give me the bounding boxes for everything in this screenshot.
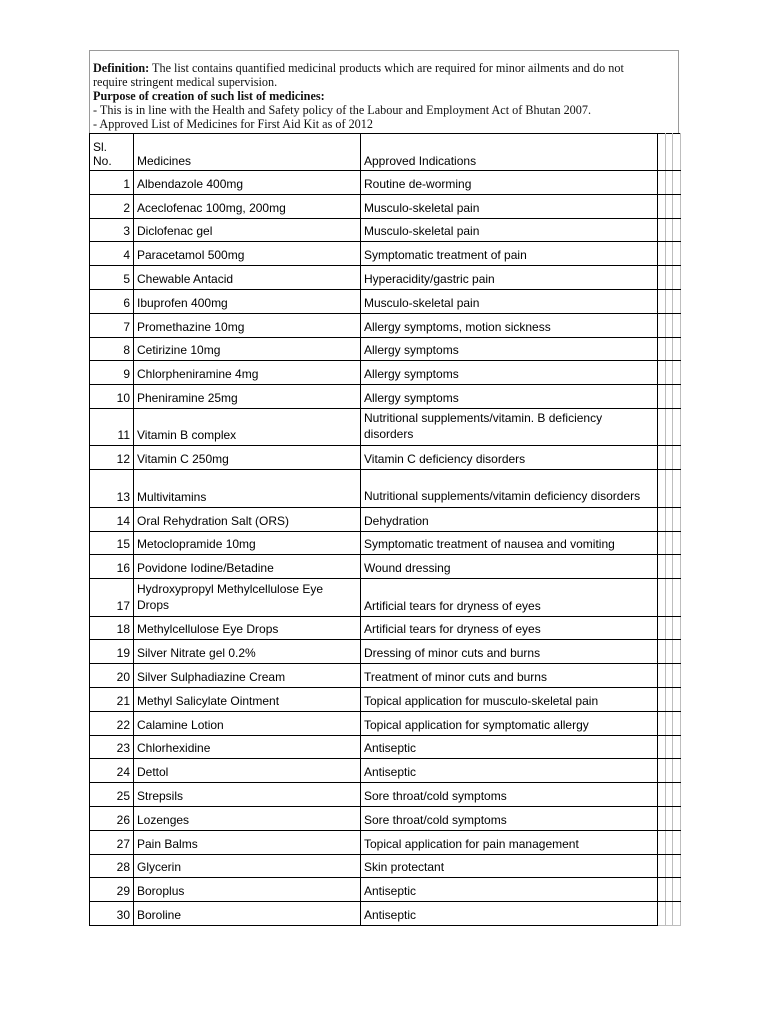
blank-cell	[673, 807, 681, 831]
purpose-label: Purpose of creation of such list of medicines:	[93, 89, 325, 103]
blank-cell	[658, 194, 666, 218]
blank-cell	[658, 531, 666, 555]
cell-medicine: Strepsils	[134, 783, 361, 807]
blank-cell	[658, 337, 666, 361]
cell-indication: Artificial tears for dryness of eyes	[361, 616, 658, 640]
cell-medicine: Povidone Iodine/Betadine	[134, 555, 361, 579]
table-row	[90, 385, 681, 409]
blank-cell	[666, 854, 673, 878]
cell-sl-no: 22	[90, 711, 134, 735]
blank-cell	[673, 242, 681, 266]
table-row	[90, 555, 681, 579]
cell-sl-no: 13	[90, 470, 134, 508]
blank-cell	[666, 664, 673, 688]
blank-cell	[673, 408, 681, 446]
cell-indication: Wound dressing	[361, 555, 658, 579]
cell-sl-no: 23	[90, 735, 134, 759]
purpose-bullet-2: - Approved List of Medicines for First Aid Kit as of 2012	[93, 117, 373, 131]
blank-cell	[658, 807, 666, 831]
blank-cell	[673, 470, 681, 508]
blank-cell	[666, 735, 673, 759]
table-row	[90, 313, 681, 337]
blank-cell	[673, 854, 681, 878]
cell-medicine: Dettol	[134, 759, 361, 783]
cell-indication: Symptomatic treatment of nausea and vomiting	[361, 531, 658, 555]
table-row	[90, 735, 681, 759]
cell-medicine: Cetirizine 10mg	[134, 337, 361, 361]
cell-medicine: Lozenges	[134, 807, 361, 831]
table-row	[90, 507, 681, 531]
table-row	[90, 531, 681, 555]
cell-sl-no: 12	[90, 446, 134, 470]
cell-medicine: Pain Balms	[134, 830, 361, 854]
blank-cell	[666, 531, 673, 555]
cell-sl-no: 2	[90, 194, 134, 218]
blank-cell	[673, 337, 681, 361]
cell-indication: Dehydration	[361, 507, 658, 531]
blank-cell	[658, 854, 666, 878]
table-row	[90, 688, 681, 712]
table-row	[90, 616, 681, 640]
cell-sl-no: 9	[90, 361, 134, 385]
table-row	[90, 640, 681, 664]
table-row	[90, 579, 681, 617]
cell-medicine: Methylcellulose Eye Drops	[134, 616, 361, 640]
cell-sl-no: 4	[90, 242, 134, 266]
cell-sl-no: 10	[90, 385, 134, 409]
cell-indication: Routine de-worming	[361, 171, 658, 195]
column-header-sl-no: Sl. No.	[90, 134, 134, 171]
blank-cell	[673, 579, 681, 617]
blank-cell	[673, 194, 681, 218]
cell-indication: Sore throat/cold symptoms	[361, 783, 658, 807]
cell-indication: Topical application for symptomatic allergy	[361, 711, 658, 735]
blank-cell	[658, 289, 666, 313]
cell-medicine: Hydroxypropyl Methylcellulose Eye Drops	[134, 579, 361, 617]
cell-sl-no: 8	[90, 337, 134, 361]
blank-cell	[673, 735, 681, 759]
blank-cell	[666, 555, 673, 579]
cell-medicine: Silver Nitrate gel 0.2%	[134, 640, 361, 664]
blank-cell	[673, 555, 681, 579]
cell-sl-no: 15	[90, 531, 134, 555]
definition-line-1	[93, 61, 673, 75]
table-row	[90, 218, 681, 242]
cell-sl-no: 24	[90, 759, 134, 783]
blank-cell	[658, 171, 666, 195]
blank-cell	[666, 171, 673, 195]
blank-cell	[673, 531, 681, 555]
blank-cell	[666, 616, 673, 640]
blank-cell	[666, 902, 673, 926]
blank-cell	[673, 711, 681, 735]
table-row	[90, 759, 681, 783]
cell-indication: Symptomatic treatment of pain	[361, 242, 658, 266]
cell-sl-no: 25	[90, 783, 134, 807]
blank-cell	[658, 902, 666, 926]
cell-medicine: Promethazine 10mg	[134, 313, 361, 337]
cell-medicine: Diclofenac gel	[134, 218, 361, 242]
cell-indication: Artificial tears for dryness of eyes	[361, 579, 658, 617]
cell-sl-no: 21	[90, 688, 134, 712]
table-row	[90, 446, 681, 470]
cell-medicine: Aceclofenac 100mg, 200mg	[134, 194, 361, 218]
blank-cell	[658, 579, 666, 617]
blank-cell	[666, 807, 673, 831]
table-row	[90, 361, 681, 385]
cell-indication: Antiseptic	[361, 759, 658, 783]
blank-cell	[658, 616, 666, 640]
blank-cell	[666, 408, 673, 446]
blank-cell	[666, 313, 673, 337]
blank-cell	[666, 337, 673, 361]
table-row	[90, 830, 681, 854]
blank-cell	[666, 830, 673, 854]
table-header-row	[90, 134, 681, 171]
cell-sl-no: 26	[90, 807, 134, 831]
cell-indication: Allergy symptoms, motion sickness	[361, 313, 658, 337]
table-row	[90, 266, 681, 290]
blank-column	[666, 134, 673, 171]
cell-medicine: Oral Rehydration Salt (ORS)	[134, 507, 361, 531]
cell-medicine: Chewable Antacid	[134, 266, 361, 290]
cell-indication: Musculo-skeletal pain	[361, 194, 658, 218]
blank-cell	[658, 266, 666, 290]
blank-cell	[673, 830, 681, 854]
definition-text: The list contains quantified medicinal products which are required for minor ailments and do not	[152, 61, 624, 75]
blank-cell	[658, 783, 666, 807]
blank-cell	[666, 579, 673, 617]
cell-indication: Musculo-skeletal pain	[361, 289, 658, 313]
blank-cell	[658, 507, 666, 531]
blank-cell	[666, 266, 673, 290]
cell-sl-no: 30	[90, 902, 134, 926]
blank-cell	[666, 242, 673, 266]
table-row	[90, 289, 681, 313]
blank-cell	[666, 640, 673, 664]
cell-indication: Antiseptic	[361, 735, 658, 759]
cell-sl-no: 18	[90, 616, 134, 640]
cell-medicine: Glycerin	[134, 854, 361, 878]
cell-medicine: Pheniramine 25mg	[134, 385, 361, 409]
blank-cell	[666, 470, 673, 508]
cell-medicine: Paracetamol 500mg	[134, 242, 361, 266]
blank-cell	[673, 640, 681, 664]
cell-indication: Hyperacidity/gastric pain	[361, 266, 658, 290]
cell-medicine: Ibuprofen 400mg	[134, 289, 361, 313]
table-row	[90, 664, 681, 688]
cell-medicine: Boroplus	[134, 878, 361, 902]
cell-indication: Vitamin C deficiency disorders	[361, 446, 658, 470]
cell-medicine: Metoclopramide 10mg	[134, 531, 361, 555]
cell-medicine: Vitamin C 250mg	[134, 446, 361, 470]
table-row	[90, 854, 681, 878]
table-body	[90, 171, 681, 926]
column-header-medicines: Medicines	[134, 134, 361, 171]
blank-cell	[673, 664, 681, 688]
blank-cell	[673, 902, 681, 926]
cell-indication: Allergy symptoms	[361, 385, 658, 409]
table-row	[90, 711, 681, 735]
blank-cell	[658, 878, 666, 902]
blank-cell	[658, 640, 666, 664]
cell-medicine: Chlorpheniramine 4mg	[134, 361, 361, 385]
cell-indication: Musculo-skeletal pain	[361, 218, 658, 242]
blank-cell	[658, 446, 666, 470]
blank-cell	[673, 878, 681, 902]
blank-cell	[666, 446, 673, 470]
cell-indication: Topical application for musculo-skeletal pain	[361, 688, 658, 712]
cell-medicine: Vitamin B complex	[134, 408, 361, 446]
definition-line-2: require stringent medical supervision.	[93, 75, 278, 89]
cell-sl-no: 19	[90, 640, 134, 664]
blank-cell	[658, 555, 666, 579]
table-row	[90, 783, 681, 807]
cell-sl-no: 7	[90, 313, 134, 337]
cell-indication: Antiseptic	[361, 902, 658, 926]
blank-cell	[673, 218, 681, 242]
blank-cell	[658, 664, 666, 688]
cell-indication: Dressing of minor cuts and burns	[361, 640, 658, 664]
cell-sl-no: 14	[90, 507, 134, 531]
table-row	[90, 408, 681, 446]
column-header-indications: Approved Indications	[361, 134, 658, 171]
definition-label: Definition:	[93, 61, 150, 75]
cell-sl-no: 20	[90, 664, 134, 688]
cell-indication: Topical application for pain management	[361, 830, 658, 854]
blank-cell	[666, 385, 673, 409]
table-row	[90, 194, 681, 218]
header-text	[93, 61, 673, 131]
cell-medicine: Chlorhexidine	[134, 735, 361, 759]
blank-cell	[658, 470, 666, 508]
table-row	[90, 242, 681, 266]
blank-cell	[666, 711, 673, 735]
cell-medicine: Multivitamins	[134, 470, 361, 508]
table-row	[90, 807, 681, 831]
cell-medicine: Methyl Salicylate Ointment	[134, 688, 361, 712]
cell-sl-no: 3	[90, 218, 134, 242]
blank-cell	[658, 711, 666, 735]
blank-cell	[658, 361, 666, 385]
blank-cell	[666, 783, 673, 807]
cell-indication: Treatment of minor cuts and burns	[361, 664, 658, 688]
cell-sl-no: 16	[90, 555, 134, 579]
blank-cell	[666, 507, 673, 531]
blank-cell	[673, 289, 681, 313]
table-row	[90, 470, 681, 508]
blank-cell	[666, 759, 673, 783]
blank-cell	[673, 361, 681, 385]
cell-sl-no: 6	[90, 289, 134, 313]
cell-sl-no: 28	[90, 854, 134, 878]
cell-indication: Allergy symptoms	[361, 361, 658, 385]
table-row	[90, 878, 681, 902]
blank-cell	[658, 830, 666, 854]
blank-cell	[666, 289, 673, 313]
blank-cell	[658, 688, 666, 712]
blank-cell	[673, 266, 681, 290]
cell-indication: Allergy symptoms	[361, 337, 658, 361]
blank-cell	[673, 507, 681, 531]
blank-cell	[658, 735, 666, 759]
blank-cell	[673, 759, 681, 783]
cell-indication: Skin protectant	[361, 854, 658, 878]
cell-medicine: Silver Sulphadiazine Cream	[134, 664, 361, 688]
cell-indication: Antiseptic	[361, 878, 658, 902]
blank-cell	[666, 194, 673, 218]
table-row	[90, 337, 681, 361]
purpose-bullet-1: - This is in line with the Health and Safety policy of the Labour and Employment Act of Bhutan 2007.	[93, 103, 592, 117]
cell-sl-no: 27	[90, 830, 134, 854]
medicines-table	[89, 133, 681, 926]
cell-sl-no: 5	[90, 266, 134, 290]
blank-cell	[666, 218, 673, 242]
cell-indication: Nutritional supplements/vitamin deficiency disorders	[361, 470, 658, 508]
cell-sl-no: 11	[90, 408, 134, 446]
blank-cell	[658, 313, 666, 337]
cell-medicine: Calamine Lotion	[134, 711, 361, 735]
table-row	[90, 171, 681, 195]
cell-sl-no: 17	[90, 579, 134, 617]
cell-sl-no: 1	[90, 171, 134, 195]
blank-cell	[658, 242, 666, 266]
cell-indication: Sore throat/cold symptoms	[361, 807, 658, 831]
cell-medicine: Boroline	[134, 902, 361, 926]
blank-cell	[673, 313, 681, 337]
table-row	[90, 902, 681, 926]
cell-medicine: Albendazole 400mg	[134, 171, 361, 195]
cell-indication: Nutritional supplements/vitamin. B deficiency disorders	[361, 408, 658, 446]
blank-cell	[673, 385, 681, 409]
blank-cell	[666, 688, 673, 712]
blank-cell	[673, 616, 681, 640]
blank-cell	[658, 759, 666, 783]
blank-column	[673, 134, 681, 171]
blank-cell	[673, 783, 681, 807]
blank-cell	[658, 218, 666, 242]
blank-cell	[673, 171, 681, 195]
blank-cell	[658, 408, 666, 446]
blank-cell	[658, 385, 666, 409]
blank-cell	[666, 878, 673, 902]
blank-column	[658, 134, 666, 171]
blank-cell	[673, 688, 681, 712]
blank-cell	[666, 361, 673, 385]
blank-cell	[673, 446, 681, 470]
cell-sl-no: 29	[90, 878, 134, 902]
